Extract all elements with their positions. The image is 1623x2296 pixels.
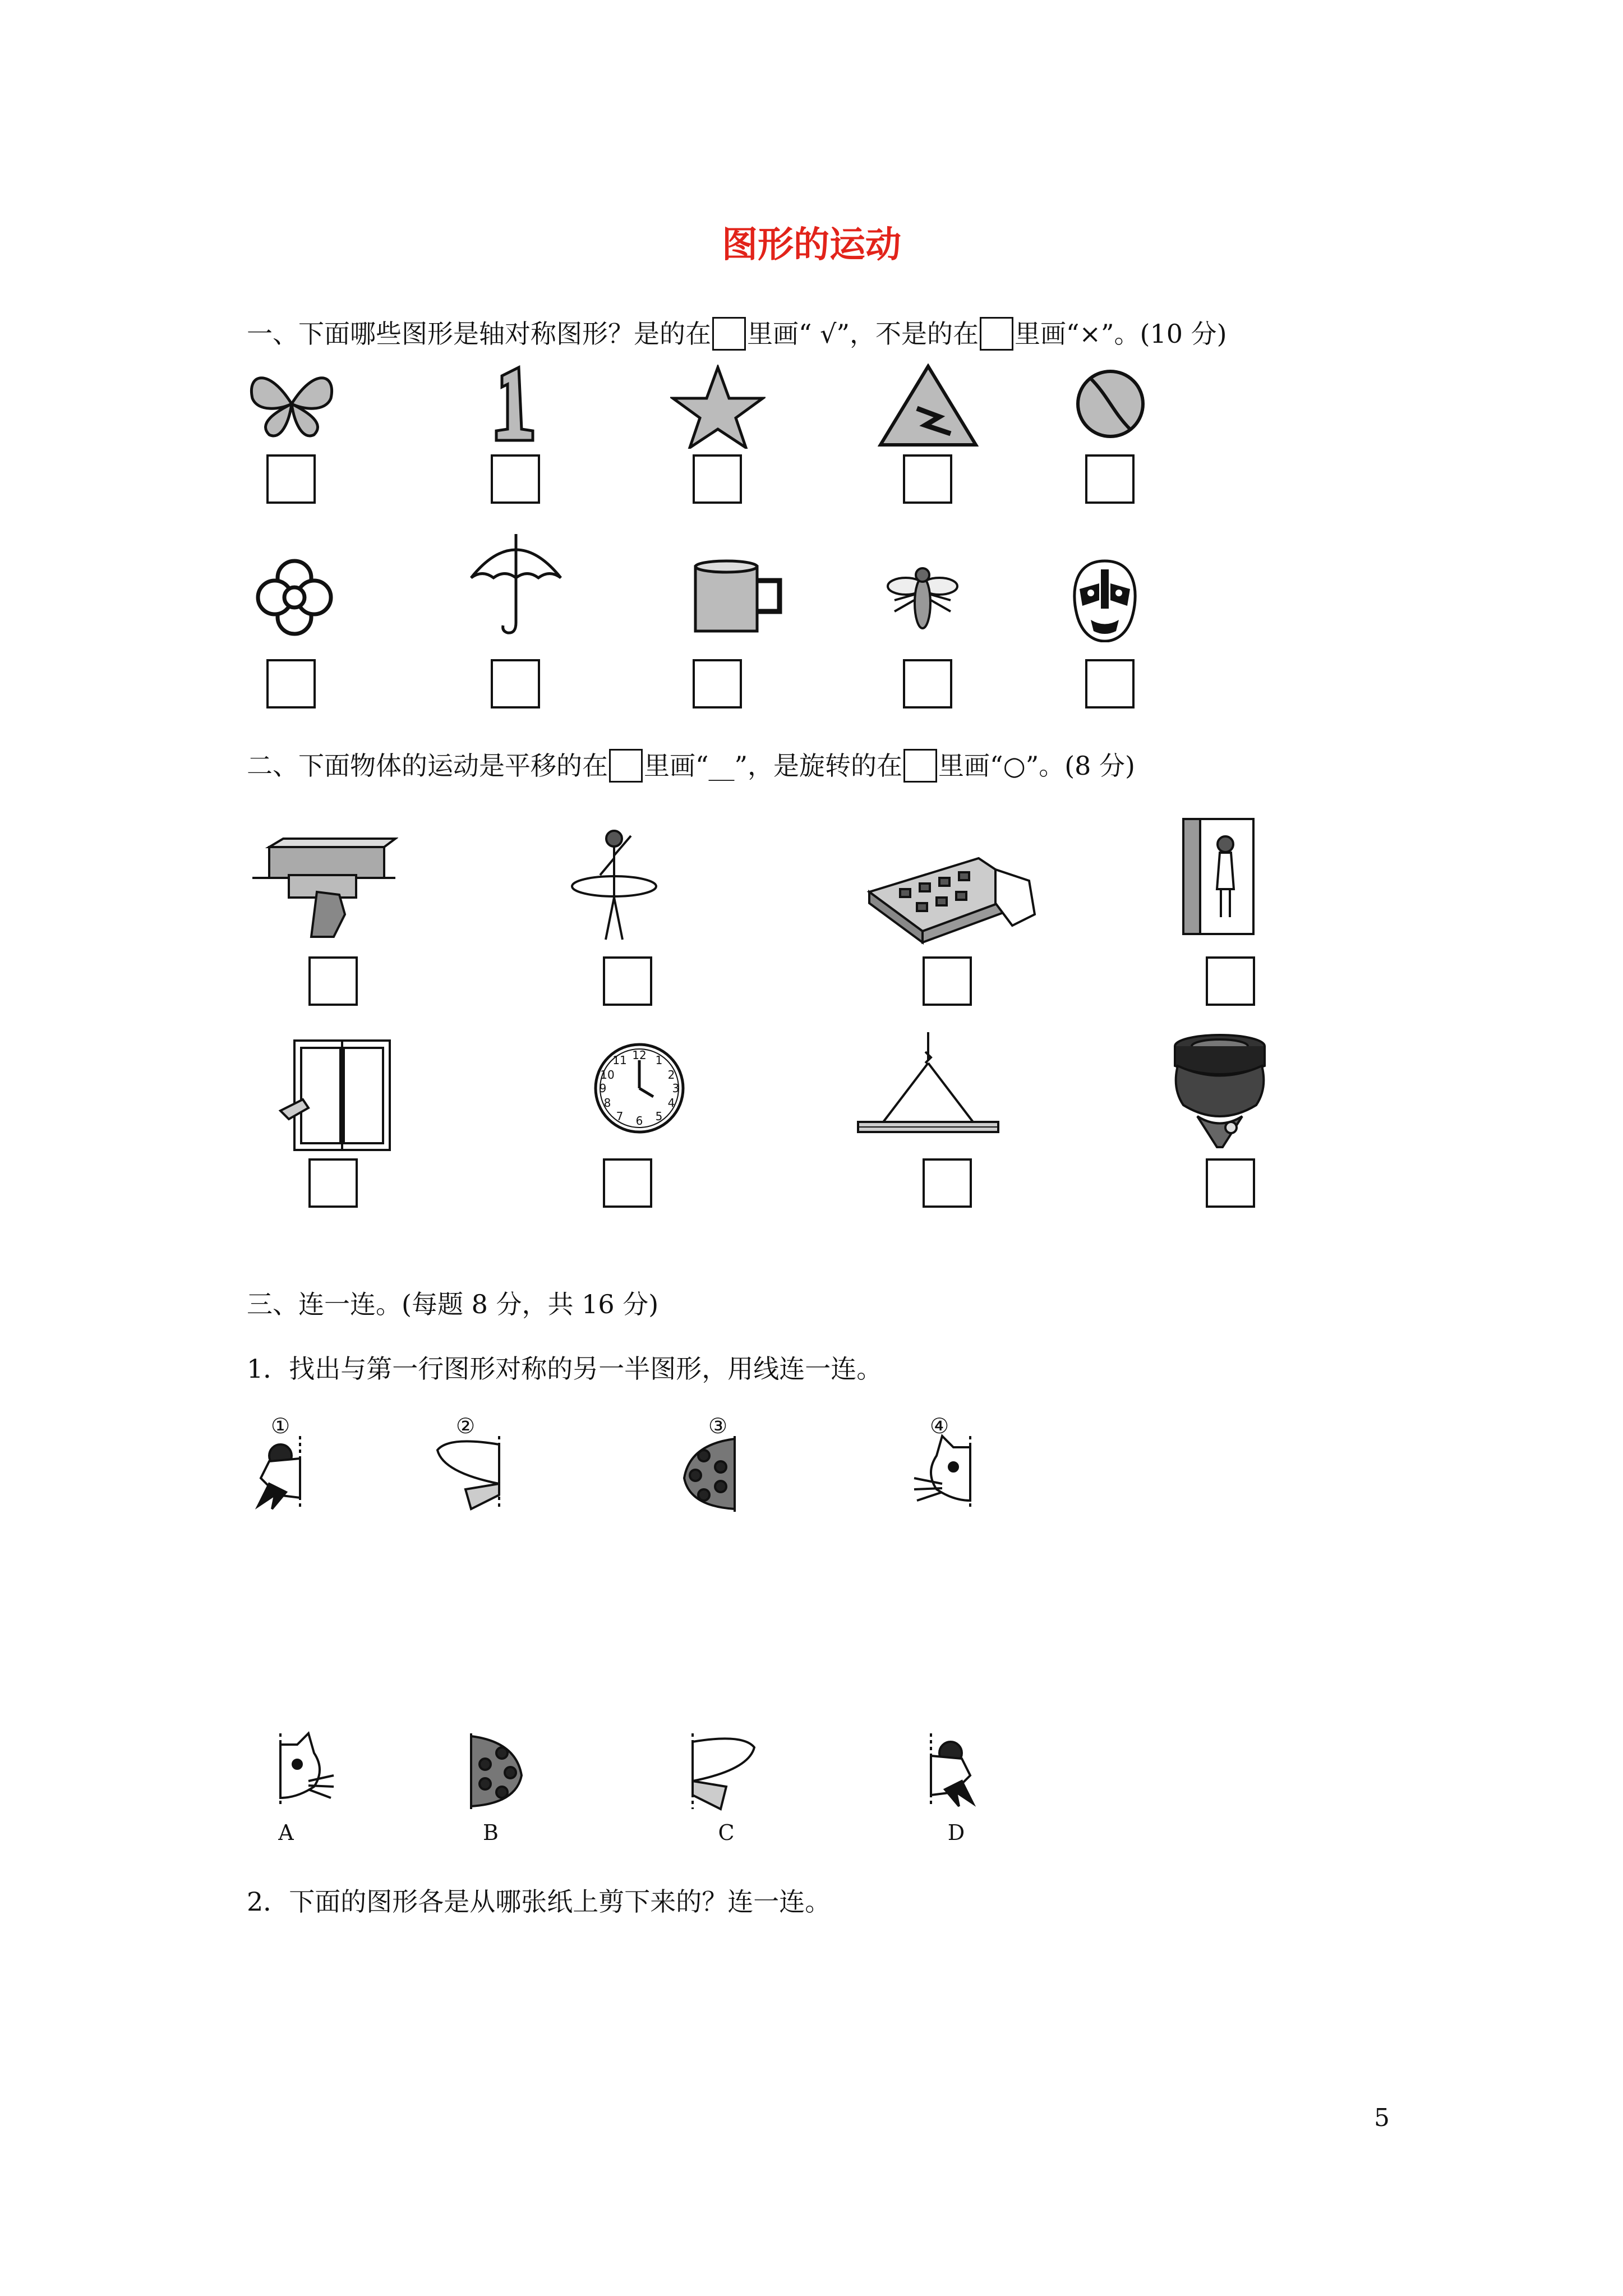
section3-question2: 2．下面的图形各是从哪张纸上剪下来的？连一连。	[247, 1887, 831, 1917]
section1-heading	[247, 317, 1227, 351]
mug-icon	[690, 558, 785, 634]
answer-box[interactable]	[903, 659, 952, 708]
rooster-half-icon	[247, 1433, 303, 1512]
answer-box[interactable]	[1206, 956, 1255, 1006]
svg-text:10: 10	[600, 1068, 615, 1082]
svg-text:11: 11	[612, 1053, 627, 1067]
answer-box[interactable]	[693, 659, 742, 708]
label-1: ①	[270, 1414, 291, 1438]
answer-box[interactable]	[923, 1158, 972, 1208]
spinning-top-icon	[1169, 1032, 1270, 1150]
crane-beam-icon	[855, 1029, 1001, 1144]
svg-text:12: 12	[632, 1048, 647, 1062]
answer-box[interactable]	[603, 1158, 652, 1208]
svg-text:9: 9	[599, 1082, 607, 1095]
bee-icon	[883, 561, 962, 637]
inline-answer-box	[903, 749, 937, 783]
flower-icon	[255, 558, 334, 637]
section1-text-pre: 一、下面哪些图形是轴对称图形？是的在	[247, 319, 711, 349]
rooster-other-half-icon	[928, 1731, 984, 1809]
label-2: ②	[455, 1414, 476, 1438]
cat-other-half-icon	[275, 1731, 336, 1809]
svg-text:7: 7	[616, 1110, 624, 1123]
fan-other-half-icon	[687, 1731, 760, 1812]
answer-box[interactable]	[491, 659, 540, 708]
svg-text:6: 6	[635, 1114, 643, 1128]
answer-box[interactable]	[903, 454, 952, 504]
answer-box[interactable]	[308, 956, 358, 1006]
page-number: 5	[1374, 2104, 1390, 2132]
fan-half-icon	[432, 1433, 505, 1512]
answer-box[interactable]	[1206, 1158, 1255, 1208]
label-c: C	[718, 1820, 735, 1845]
drawer-icon	[250, 836, 398, 940]
hula-hoop-icon	[569, 825, 659, 945]
svg-text:4: 4	[667, 1096, 675, 1110]
section3-heading: 三、连一连。(每题 8 分，共 16 分)	[247, 1289, 659, 1319]
clock-icon	[592, 1041, 687, 1136]
svg-text:1: 1	[655, 1053, 663, 1067]
tennis-ball-icon	[1074, 367, 1147, 440]
answer-box[interactable]	[308, 1158, 358, 1208]
answer-box[interactable]	[266, 454, 316, 504]
label-4: ④	[929, 1414, 949, 1438]
section2-text-post: 里画“○”。(8 分)	[938, 751, 1135, 781]
opera-mask-icon	[1068, 558, 1141, 642]
svg-text:5: 5	[655, 1110, 663, 1123]
answer-box[interactable]	[1085, 454, 1135, 504]
star-icon	[670, 365, 766, 449]
inline-answer-box	[609, 749, 643, 783]
answer-box[interactable]	[1085, 659, 1135, 708]
butterfly-icon	[247, 367, 336, 440]
svg-text:8: 8	[603, 1096, 611, 1110]
section2-text-mid: 里画“__”，是旋转的在	[644, 751, 903, 781]
inline-answer-box	[712, 317, 746, 351]
elevator-icon	[1181, 816, 1256, 937]
label-3: ③	[708, 1414, 728, 1438]
triangle-sign-icon	[878, 364, 979, 448]
section2-heading	[247, 749, 1135, 783]
cat-half-icon	[903, 1433, 976, 1512]
section1-text-mid: 里画“ √”，不是的在	[747, 319, 979, 349]
section3-question1: 1．找出与第一行图形对称的另一半图形，用线连一连。	[247, 1354, 883, 1384]
number-one-icon	[488, 365, 538, 443]
label-d: D	[947, 1820, 965, 1845]
answer-box[interactable]	[266, 659, 316, 708]
section2-text-pre: 二、下面物体的运动是平移的在	[247, 751, 608, 781]
answer-box[interactable]	[491, 454, 540, 504]
section1-text-post: 里画“×”。(10 分)	[1014, 319, 1227, 349]
page-title: 图形的运动	[722, 224, 901, 266]
label-b: B	[483, 1820, 499, 1845]
peacock-half-icon	[679, 1433, 740, 1515]
abacus-icon	[866, 847, 1038, 951]
svg-text:2: 2	[667, 1068, 675, 1082]
answer-box[interactable]	[603, 956, 652, 1006]
sliding-window-icon	[278, 1038, 393, 1153]
answer-box[interactable]	[693, 454, 742, 504]
label-a: A	[278, 1820, 294, 1845]
inline-answer-box	[980, 317, 1013, 351]
answer-box[interactable]	[923, 956, 972, 1006]
svg-text:3: 3	[672, 1082, 680, 1095]
umbrella-icon	[468, 533, 564, 637]
peacock-other-half-icon	[465, 1731, 527, 1812]
